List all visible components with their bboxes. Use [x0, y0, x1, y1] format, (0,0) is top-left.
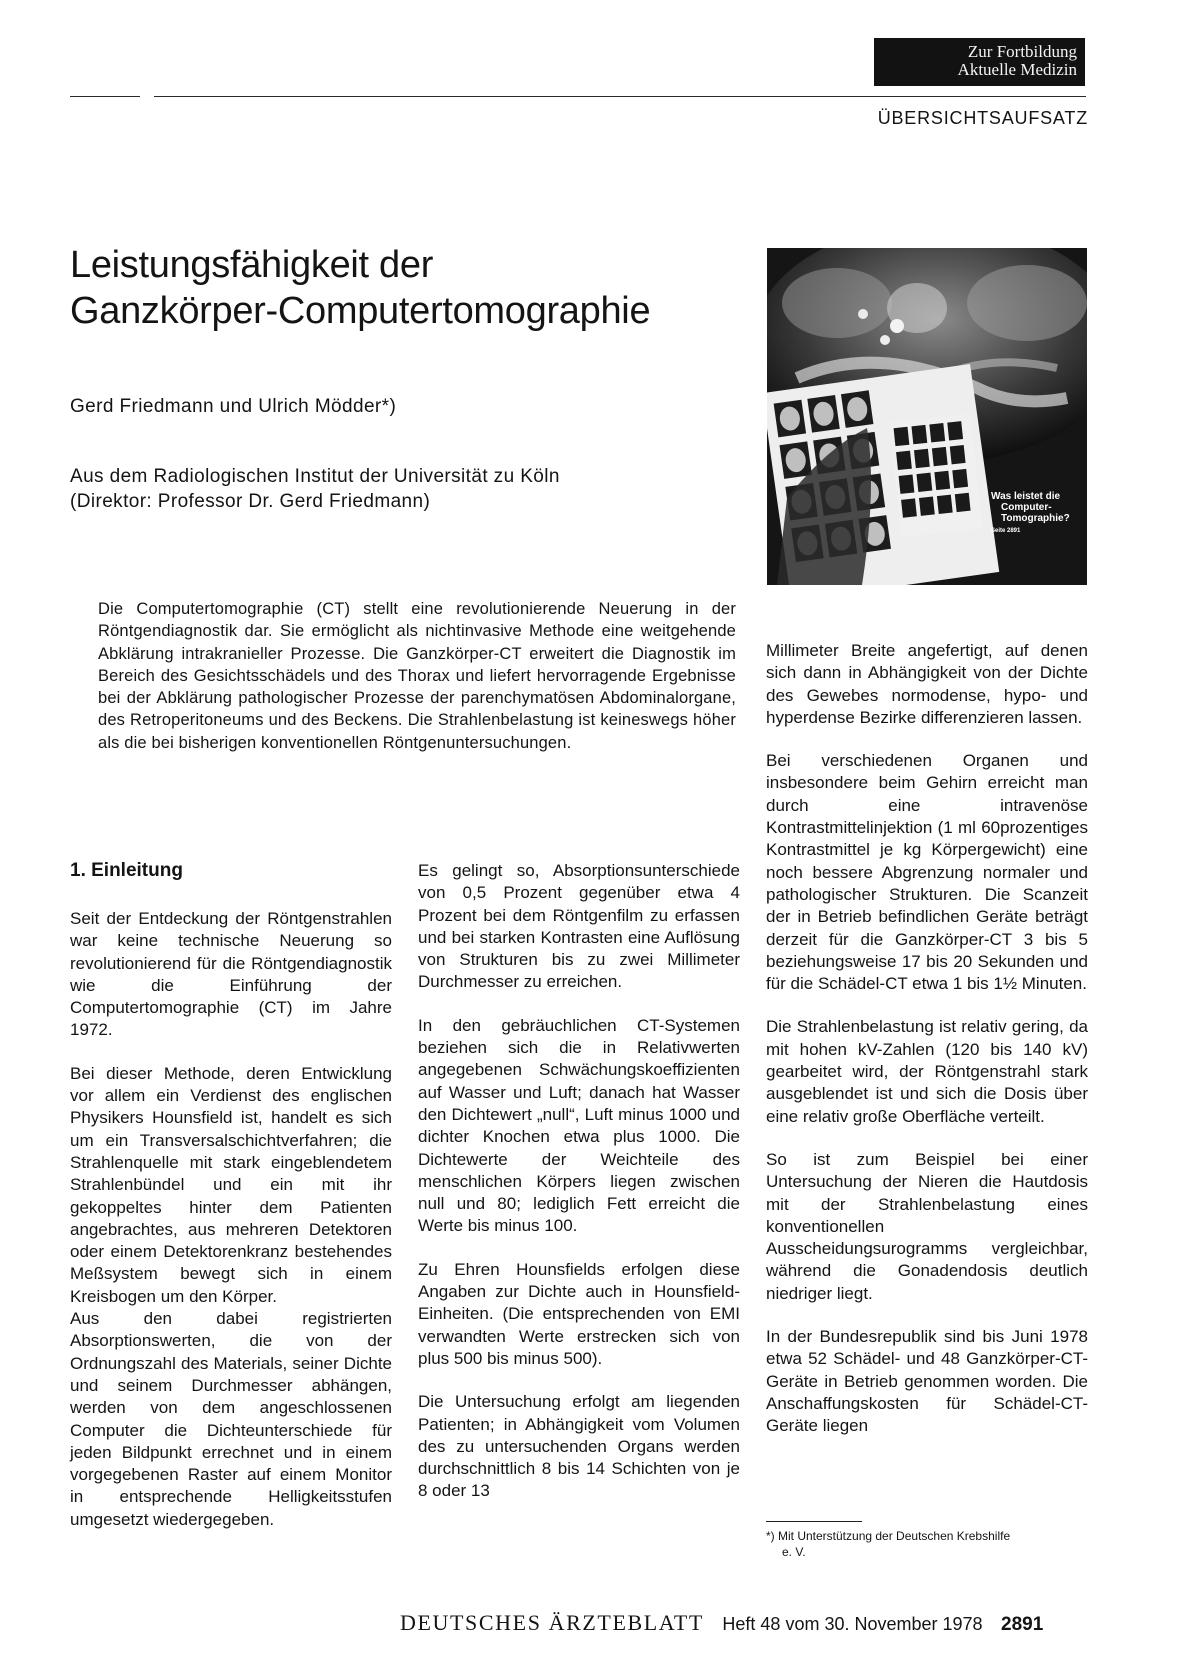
article-title-line1: Leistungsfähigkeit der [70, 244, 434, 286]
authors: Gerd Friedmann und Ulrich Mödder*) [70, 396, 397, 417]
cover-photo [767, 248, 1087, 585]
footnote-line2: e. V. [782, 1545, 806, 1559]
body-column-1 [70, 908, 392, 1552]
body-column-3 [766, 640, 1088, 1459]
section-label-box [874, 38, 1085, 86]
affiliation-line2: (Direktor: Professor Dr. Gerd Friedmann) [70, 491, 431, 512]
paragraph: In den gebräuchlichen CT-Systemen beziehen sich die in Relativwerten angegebenen Schwächungskoeffizienten auf Wasser und Luft; danach hat Wasser den Dichtewert „null“, Luft minus 1000 und dichter Knochen etwa plus 1000. Die Dichtewerte der Weichteile des menschlichen Körpers liegen zwischen null und 80; lediglich Fett erreicht die Werte bis minus 100. [418, 1015, 740, 1236]
article-type: ÜBERSICHTSAUFSATZ [877, 108, 1088, 128]
header-rule-gap [140, 95, 154, 99]
page-footer [400, 1610, 1043, 1636]
paragraph: Aus den dabei registrierten Absorptionswerten, die von der Ordnungszahl des Materials, seiner Dichte und seinem Durchmesser abhängen, werden von dem angeschlossenen Computer die Dichteunterschiede für jeden Bildpunkt errechnet und in einem vorgegebenen Raster auf einem Monitor in entsprechende Helligkeitsstufen umgesetzt wiedergegeben. [70, 1309, 392, 1529]
footnote [766, 1528, 1086, 1560]
paragraph: Es gelingt so, Absorptionsunterschiede von 0,5 Prozent gegenüber etwa 4 Prozent bei dem Röntgenfilm zu erfassen und bei starken Kontrasten eine Auflösung von Strukturen bis zu zwei Millimeter Durchmesser zu erreichen. [418, 861, 740, 992]
section-label-line2: Aktuelle Medizin [957, 60, 1077, 79]
cover-caption-line1: Was leistet die [991, 491, 1061, 502]
page-number: 2891 [1001, 1614, 1044, 1635]
issue-info: Heft 48 vom 30. November 1978 [722, 1614, 983, 1634]
abstract: Die Computertomographie (CT) stellt eine revolutionierende Neuerung in der Röntgendiagnostik dar. Sie ermöglicht als nichtinvasive Methode eine weitgehende Abklärung intrakranieller Prozesse. Die Ganzkörper-CT erweitert die Diagnostik im Bereich des Gesichtsschädels und des Thorax und liefert hervorragende Ergebnisse bei der Abklärung pathologischer Prozesse der parenchymatösen Abdominalorgane, des Retroperitoneums und des Beckens. Die Strahlenbelastung ist keineswegs höher als die bei bisherigen konventionellen Röntgenuntersuchungen. [98, 600, 736, 752]
paragraph: Bei verschiedenen Organen und insbesondere beim Gehirn erreicht man durch eine intravenöse Kontrastmittelinjektion (1 ml 60prozentiges Kontrastmittel je kg Körpergewicht) eine noch bessere Abgrenzung normaler und pathologischer Strukturen. Die Scanzeit der in Betrieb befindlichen Geräte beträgt derzeit für die Ganzkörper-CT 3 bis 5 beziehungsweise 17 bis 20 Sekunden und für die Schädel-CT etwa 1 bis 1½ Minuten. [766, 751, 1088, 994]
paragraph: Seit der Entdeckung der Röntgenstrahlen war keine technische Neuerung so revolutionierend für die Röntgendiagnostik wie die Einführung der Computertomographie (CT) im Jahre 1972. [70, 909, 392, 1040]
paragraph: In der Bundesrepublik sind bis Juni 1978 etwa 52 Schädel- und 48 Ganzkörper-CT-Geräte in Betrieb genommen worden. Die Anschaffungskosten für Schädel-CT-Geräte liegen [766, 1327, 1088, 1436]
paragraph: Die Strahlenbelastung ist relativ gering, da mit hohen kV-Zahlen (120 bis 140 kV) gearbeitet wird, der Röntgenstrahl stark ausgeblendet ist und sich die Dosis über eine relativ große Oberfläche verteilt. [766, 1017, 1088, 1126]
paragraph: So ist zum Beispiel bei einer Untersuchung der Nieren die Hautdosis mit der Strahlenbelastung eines konventionellen Ausscheidungsurogramms vergleichbar, während die Gonadendosis deutlich niedriger liegt. [766, 1149, 1088, 1303]
paragraph: Die Untersuchung erfolgt am liegenden Patienten; in Abhängigkeit vom Volumen des zu untersuchenden Organs werden durchschnittlich 8 bis 14 Schichten von je 8 oder 13 [418, 1392, 740, 1501]
paragraph: Millimeter Breite angefertigt, auf denen sich dann in Abhängigkeit von der Dichte des Gewebes normodense, hypo- und hyperdense Bezirke differenzieren lassen. [766, 641, 1088, 727]
affiliation-line1: Aus dem Radiologischen Institut der Universität zu Köln [70, 466, 560, 487]
cover-caption-line3: Tomographie? [1001, 513, 1070, 524]
article-title-line2: Ganzkörper-Computertomographie [70, 290, 651, 332]
paragraph: Bei dieser Methode, deren Entwicklung vor allem ein Verdienst des englischen Physikers Hounsfield ist, handelt es sich um ein Transversalschichtverfahren; die Strahlenquelle mit stark eingeblendetem Strahlenbündel und ein mit ihr gekoppeltes hinter dem Patienten angebrachtes, aus mehreren Detektoren oder einem Detektorenkranz bestehendes Meßsystem bewegt sich in einem Kreisbogen um den Körper. [70, 1063, 392, 1306]
journal-name: DEUTSCHES ÄRZTEBLATT [400, 1610, 704, 1635]
cover-caption-page: Seite 2891 [991, 528, 1021, 534]
paragraph: Zu Ehren Hounsfields erfolgen diese Angaben zur Dichte auch in Hounsfield-Einheiten. (Die entsprechenden von EMI verwandten Werte erstrecken sich von plus 500 bis minus 500). [418, 1259, 740, 1368]
cover-caption [991, 491, 1081, 537]
cover-caption-line2: Computer- [1001, 502, 1052, 513]
article-title [70, 242, 650, 334]
section-heading: 1. Einleitung [70, 860, 183, 881]
affiliation [70, 464, 560, 514]
body-column-2 [418, 860, 740, 1524]
footnote-line1: *) Mit Unterstützung der Deutschen Krebshilfe [766, 1529, 1011, 1543]
section-label-line1: Zur Fortbildung [967, 42, 1077, 61]
footnote-rule [766, 1521, 862, 1522]
header-rule [70, 96, 1086, 97]
